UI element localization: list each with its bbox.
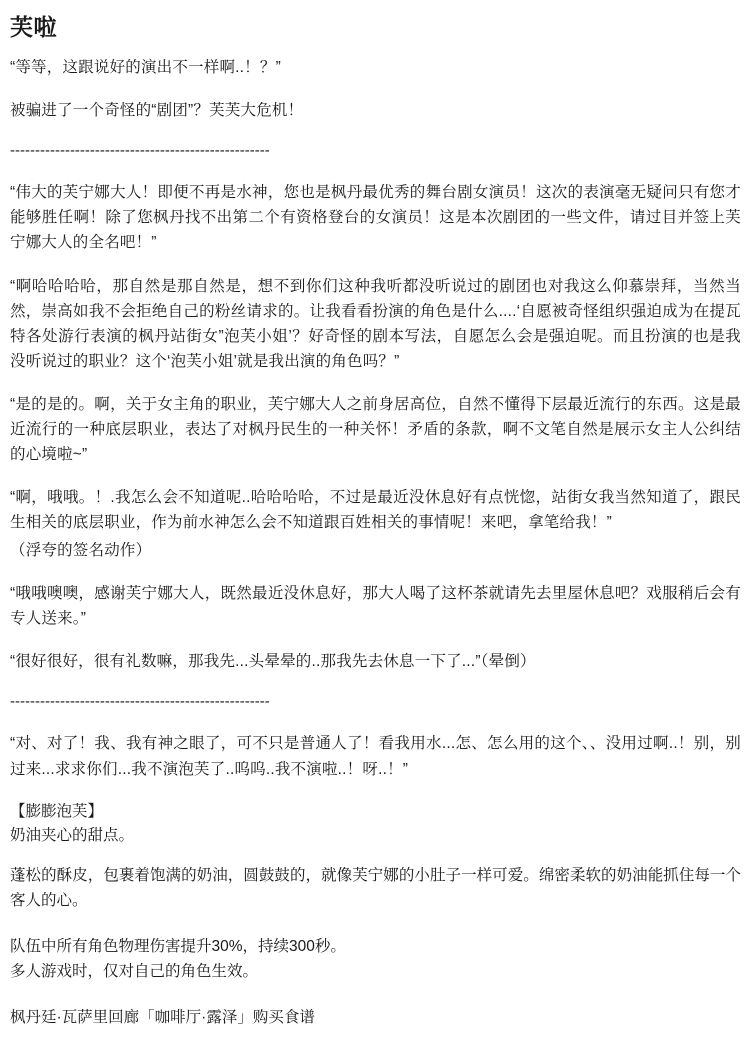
item-effect-primary: 队伍中所有角色物理伤害提升30%，持续300秒。	[10, 937, 346, 955]
dialogue-paragraph: “是的是的。啊，关于女主角的职业，芙宁娜大人之前身居高位，自然不懂得下层最近流行的东西。这是最近流行的一种底层职业，表达了对枫丹民生的一种关怀！矛盾的条款，啊不文笔自然是展示女主人公纠结的心境啦~”	[10, 395, 741, 464]
dialogue-paragraph: “哦哦噢噢，感谢芙宁娜大人，既然最近没休息好，那大人喝了这杯茶就请先去里屋休息吧？戏服稍后会有专人送来。”	[10, 584, 741, 627]
item-effect-secondary: 多人游戏时，仅对自己的角色生效。	[10, 962, 259, 980]
section-divider-2: ----------------------------------------------------	[10, 692, 270, 710]
page-title: 芙啦	[10, 14, 57, 40]
item-block	[10, 800, 741, 1031]
dialogue-paragraph: “很好很好，很有礼数嘛，那我先...头晕晕的..那我先去休息一下了...”（晕倒）	[10, 652, 536, 670]
intro-line-1: “等等，这跟说好的演出不一样啊..！？”	[10, 58, 281, 76]
stage-direction: （浮夸的签名动作）	[10, 541, 152, 559]
item-description: 蓬松的酥皮，包裹着饱满的奶油，圆鼓鼓的，就像芙宁娜的小肚子一样可爱。绵密柔软的奶油能抓住每一个客人的心。	[10, 867, 741, 910]
section-divider-1: ----------------------------------------------------	[10, 141, 270, 159]
item-subtitle: 奶油夹心的甜点。	[10, 827, 135, 845]
item-name: 【膨膨泡芙】	[10, 802, 104, 820]
intro-line-2: 被骗进了一个奇怪的“剧团”？芙芙大危机！	[10, 101, 304, 119]
dialogue-paragraph: “伟大的芙宁娜大人！即便不再是水神，您也是枫丹最优秀的舞台剧女演员！这次的表演毫无疑问只有您才能够胜任啊！除了您枫丹找不出第二个有资格登台的女演员！这是本次剧团的一些文件，请过目并签上芙宁娜大人的全名吧！”	[10, 184, 741, 252]
item-source: 枫丹廷·瓦萨里回廊「咖啡厅·露泽」购买食谱	[10, 1008, 315, 1026]
dialogue-paragraph: “啊哈哈哈哈，那自然是那自然是，想不到你们这种我听都没听说过的剧团也对我这么仰慕崇拜，当然当然，崇高如我不会拒绝自己的粉丝请求的。让我看看扮演的角色是什么....‘自愿被奇怪组织强迫成为在提瓦特各处游行表演的枫丹站街女”泡芙小姐’？好奇怪的剧本写法，自愿怎么会是强迫呢。而且扮演的也是我没听说过的职业？这个‘泡芙小姐’就是我出演的角色吗？”	[10, 277, 741, 370]
finale-paragraph: “对、对了！我、我有神之眼了，可不只是普通人了！看我用水...怎、怎么用的这个、、没用过啊..！别，别过来...求求你们...我不演泡芙了..呜呜..我不演啦..！呀..！”	[10, 735, 741, 778]
dialogue-paragraph: “啊，哦哦。！.我怎么会不知道呢..哈哈哈哈，不过是最近没休息好有点恍惚，站街女我当然知道了，跟民生相关的底层职业，作为前水神怎么会不知道跟百姓相关的事情呢！来吧，拿笔给我！”	[10, 489, 741, 532]
